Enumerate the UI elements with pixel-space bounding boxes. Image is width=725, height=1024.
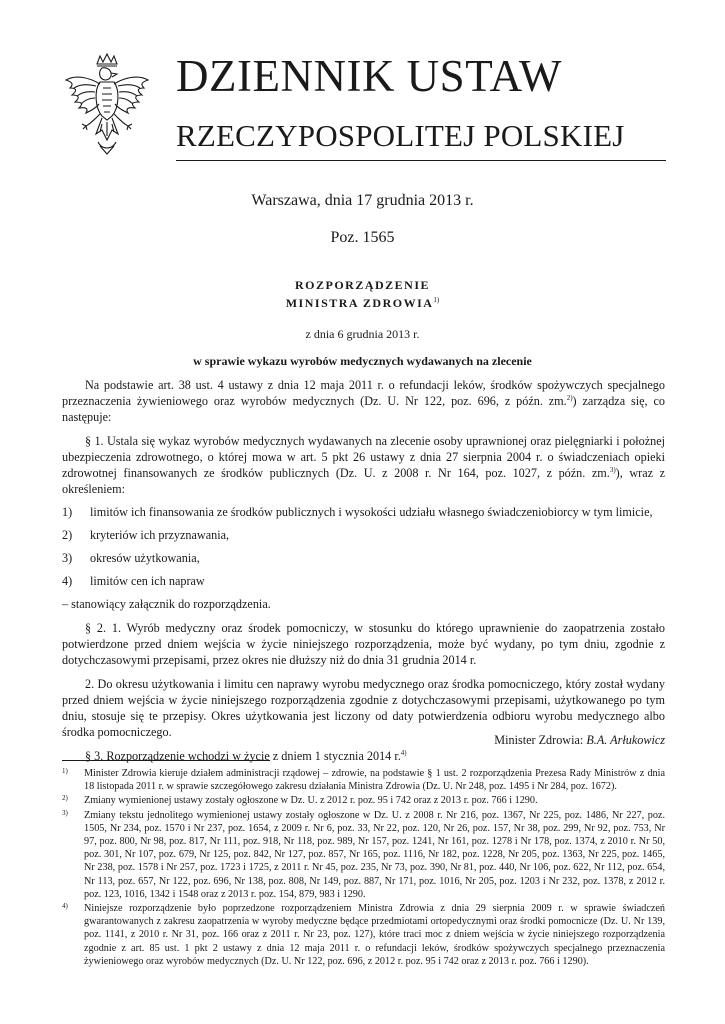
footnote [62,809,665,901]
section-2-paragraph-1: § 2. 1. Wyrób medyczny oraz środek pomocniczy, w stosunku do którego uprawnienie do zaopatrzenia zostało potwierdzone przed dniem wejścia w życie niniejszego rozporządzenia, może być wydany, po tym dniu, zgodnie z dotychczasowymi przepisami, przez okres nie dłuższy niż do dnia 31 grudnia 2014 r. [62,621,665,667]
act-body [62,377,665,764]
act-issuer-name: MINISTRA ZDROWIA [285,296,434,310]
preamble-end: ) zarządza się, co następuje: [62,394,665,424]
position-number: Poz. 1565 [330,229,395,246]
footnote-number: 2) [62,794,68,803]
footnote [62,902,665,968]
list-item-text: limitów cen ich napraw [90,574,205,588]
section-1 [62,433,665,497]
footnote-number: 3) [62,808,68,817]
footnote-number: 4) [62,902,68,911]
list-item-number: 3) [62,551,73,565]
section-1-end: ), wraz z określeniem: [62,466,665,496]
polish-eagle-emblem-icon [62,50,152,160]
section-1-footnote-ref: 3) [609,465,616,474]
list-item-text: kryteriów ich przyznawania, [90,528,230,542]
act-type: ROZPORZĄDZENIE [294,278,431,292]
list-item [62,573,665,589]
footnote [62,767,665,793]
list-item-number: 2) [62,528,73,542]
act-subject: w sprawie wykazu wyrobów medycznych wydawanych na zlecenie [193,354,532,368]
footnote-text: Minister Zdrowia kieruje działem administracji rządowej – zdrowie, na podstawie § 1 ust. 2 rozporządzenia Prezesa Rady Ministrów z dnia 18 listopada 2011 r. w sprawie szczegółowego zakresu działania Ministra Zdrowia (Dz. U. Nr 248, poz. 1495 i Nr 284, poz. 1672). [84,768,665,793]
footnotes [62,767,665,969]
act-issuer-footnote-ref: 1) [433,296,440,304]
footnote [62,794,665,807]
section-3-footnote-ref: 4) [400,748,407,757]
publication-subtitle: RZECZYPOSPOLITEJ POLSKIEJ [176,118,625,153]
signature-name: B.A. Arłukowicz [586,733,665,747]
list-item [62,550,665,566]
signature [0,733,665,748]
preamble-footnote-ref: 2) [566,393,573,402]
issue-date: Warszawa, dnia 17 grudnia 2013 r. [251,192,474,209]
footnote-text: Zmiany tekstu jednolitego wymienionej ustawy zostały ogłoszone w Dz. U. z 2008 r. Nr 216, poz. 1367, Nr 225, poz. 1486, Nr 227, poz. 1505, Nr 234, poz. 1570 i Nr 237, poz. 1654, z 2009 r. Nr 6, poz. 33, Nr 22, poz. 120, Nr 26, poz. 157, Nr 38, poz. 299, Nr 92, poz. 753, Nr 97, poz. 800, Nr 98, poz. 817, Nr 111, poz. 918, Nr 118, poz. 989, Nr 157, poz. 1241, Nr 161, poz. 1278 i Nr 178, poz. 1374, z 2010 r. Nr 50, poz. 301, Nr 107, poz. 679, Nr 125, poz. 842, Nr 127, poz. 857, Nr 165, poz. 1116, Nr 182, poz. 1228, Nr 205, poz. 1363, Nr 225, poz. 1465, Nr 238, poz. 1578 i Nr 257, poz. 1723 i 1725, z 2011 r. Nr 45, poz. 235, Nr 73, poz. 390, Nr 81, poz. 440, Nr 106, poz. 622, Nr 112, poz. 654, Nr 113, poz. 657, Nr 122, poz. 696, Nr 138, poz. 808, Nr 149, poz. 887, Nr 171, poz. 1016, Nr 205, poz. 1203 i Nr 232, poz. 1378, z 2012 r. poz. 123, 1016, 1342 i 1548 oraz z 2013 r. poz. 154, 879, 983 i 1290. [84,809,665,900]
list-item [62,527,665,543]
act-date: z dnia 6 grudnia 2013 r. [305,327,420,341]
masthead-divider [176,160,666,161]
section-2-paragraph-2: 2. Do okresu użytkowania i limitu cen naprawy wyrobu medycznego oraz środka pomocniczego, który został wydany przed dniem wejścia w życie niniejszego rozporządzenia zgodnie z dotychczasowymi przepisami, użytkowanego po tym dniu, stosuje się te przepisy. Okres użytkowania jest liczony od daty potwierdzenia odbioru wyrobu medycznego albo środka pomocniczego. [62,677,665,739]
list-item [62,504,665,520]
list-item-number: 4) [62,574,73,588]
preamble-text: Na podstawie art. 38 ust. 4 ustawy z dnia 12 maja 2011 r. o refundacji leków, środków spożywczych specjalnego przeznaczenia żywieniowego oraz wyrobów medycznych (Dz. U. Nr 122, poz. 696, z późn. zm. [62,378,665,408]
list-item-number: 1) [62,505,73,519]
list-item-text: limitów ich finansowania ze środków publicznych i wysokości udziału własnego świadczeniobiorcy w tym limicie, [90,505,653,519]
footnote-number: 1) [62,767,68,775]
section-3-text: § 3. Rozporządzenie wchodzi w życie z dniem 1 stycznia 2014 r. [85,749,401,763]
preamble [62,377,665,425]
list-tail: – stanowiący załącznik do rozporządzenia. [62,597,271,611]
publication-title: DZIENNIK USTAW [176,51,562,101]
signature-role: Minister Zdrowia: [494,733,587,747]
section-1-text: § 1. Ustala się wykaz wyrobów medycznych wydawanych na zlecenie osoby uprawnionej oraz pielęgniarki i położnej ubezpieczenia zdrowotnego, o której mowa w art. 5 pkt 26 ustawy z dnia 27 sierpnia 2004 r. o świadczeniach opieki zdrowotnej finansowanych ze środków publicznych (Dz. U. z 2008 r. Nr 164, poz. 1027, z późn. zm. [62,434,665,480]
list-item-text: okresów użytkowania, [90,551,200,565]
act-issuer [0,296,725,311]
footnote-divider [62,760,270,761]
footnote-text: Niniejsze rozporządzenie było poprzedzone rozporządzeniem Ministra Zdrowia z dnia 29 sierpnia 2009 r. w sprawie świadczeń gwarantowanych z zakresu zaopatrzenia w wyroby medyczne będące przedmiotami ortopedycznymi oraz środki pomocnicze (Dz. U. Nr 139, poz. 1141, z 2010 r. Nr 31, poz. 166 oraz z 2011 r. Nr 23, poz. 127), które traci moc z dniem wejścia w życie niniejszego rozporządzenia zgodnie z art. 85 ust. 1 pkt 2 ustawy z dnia 12 maja 2011 r. o refundacji leków, środków spożywczych specjalnego przeznaczenia żywieniowego oraz wyrobów medycznych (Dz. U. Nr 122, poz. 696, z 2012 r. poz. 95 i 742 oraz z 2013 r. poz. 766 i 1290). [84,903,665,967]
section-3 [62,748,665,764]
footnote-text: Zmiany wymienionej ustawy zostały ogłoszone w Dz. U. z 2012 r. poz. 95 i 742 oraz z 2013 r. poz. 766 i 1290. [84,795,538,807]
